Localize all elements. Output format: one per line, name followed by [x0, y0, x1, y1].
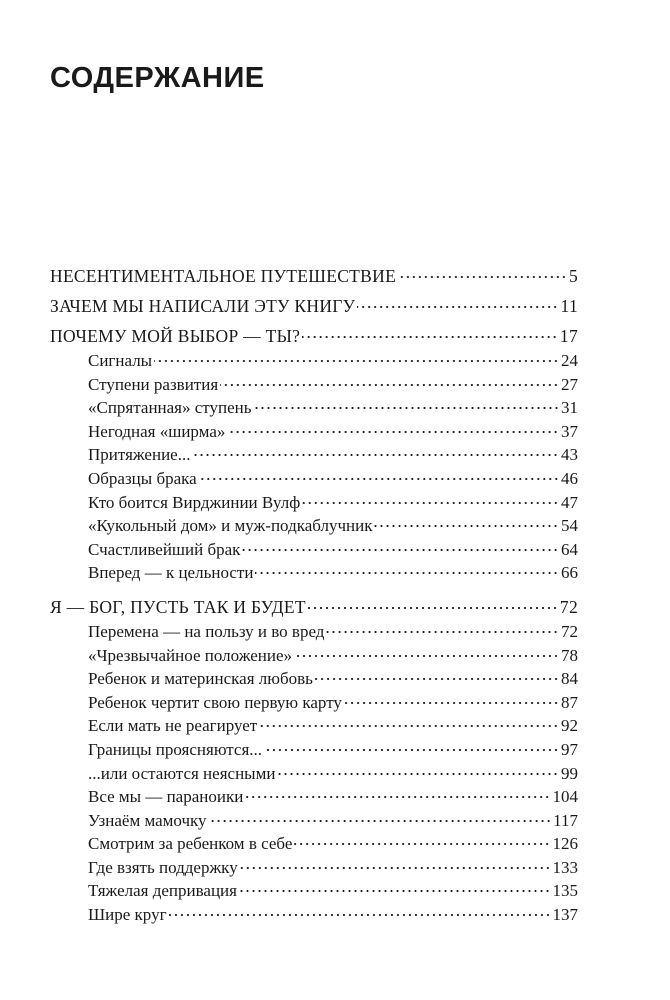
dot-leader: [209, 819, 552, 823]
toc-entry-title: Образцы брака: [88, 468, 197, 488]
toc-chapter-entry: [50, 264, 578, 289]
toc-section-entry: [50, 620, 578, 644]
toc-section-entry: [50, 538, 578, 562]
toc-section-entry: [50, 667, 578, 691]
toc-page-number: 135: [552, 881, 578, 901]
toc-page-number: 78: [561, 645, 578, 665]
toc-page-number: 46: [561, 468, 578, 488]
toc-page-number: 126: [552, 834, 578, 854]
toc-entry-title: Притяжение...: [88, 445, 191, 465]
toc-page-number: 84: [561, 669, 578, 689]
toc-entry-title: Все мы — параноики: [88, 787, 244, 807]
dot-leader: [308, 606, 558, 610]
toc-section-entry: [50, 396, 578, 420]
toc-section-entry: [50, 691, 578, 715]
toc-section-entry: [50, 832, 578, 856]
toc-page-number: 99: [561, 763, 578, 783]
toc-section-entry: [50, 373, 578, 397]
toc-entry-title: Границы проясняются...: [88, 739, 263, 759]
dot-leader: [357, 305, 558, 309]
toc-entry-title: Тяжелая депривация: [88, 881, 237, 901]
toc-page-number: 27: [561, 374, 578, 394]
toc-chapter-entry: [50, 324, 578, 349]
toc-page-number: 37: [561, 421, 578, 441]
toc-entry-title: Счастливейший брак: [88, 539, 241, 559]
toc-page-number: 64: [561, 539, 578, 559]
toc-page-number: 24: [561, 351, 578, 370]
dot-leader: [239, 889, 551, 893]
dot-leader: [199, 477, 559, 481]
toc-page-number: 92: [561, 716, 578, 736]
dot-leader: [302, 335, 558, 339]
dot-leader: [242, 548, 559, 552]
toc-page-number: 47: [561, 492, 578, 512]
toc-entry-title: ПОЧЕМУ МОЙ ВЫБОР — ТЫ?: [50, 326, 301, 346]
toc-section-entry: [50, 785, 578, 809]
dot-leader: [245, 795, 550, 799]
toc-section-entry: [50, 443, 578, 467]
dot-leader: [294, 842, 550, 846]
toc-page-number: 17: [559, 326, 578, 346]
toc-page-number: 5: [568, 266, 578, 286]
toc-entry-title: Кто боится Вирджинии Вулф: [88, 492, 301, 512]
dot-leader: [326, 630, 559, 634]
toc-page-number: 87: [561, 692, 578, 712]
toc-entry-title: Вперед — к цельности: [88, 563, 254, 583]
toc-entry-title: Если мать не реагирует: [88, 716, 258, 736]
dot-leader: [277, 772, 559, 776]
dot-leader: [169, 913, 551, 917]
toc-entry-title: Узнаём мамочку: [88, 810, 207, 830]
dot-leader: [398, 275, 567, 279]
dot-leader: [240, 866, 551, 870]
toc-entry-title: Ребенок чертит свою первую карту: [88, 692, 342, 712]
toc-entry-title: Сигналы: [88, 351, 153, 370]
dot-leader: [344, 701, 559, 705]
toc-section-entry: [50, 349, 578, 373]
toc-section-entry: [50, 809, 578, 833]
toc-section-entry: [50, 856, 578, 880]
toc-section-entry: [50, 491, 578, 515]
toc-entry-title: Шире круг: [88, 905, 167, 925]
toc-section-entry: [50, 714, 578, 738]
dot-leader: [302, 501, 559, 505]
toc-page-number: 31: [561, 398, 578, 418]
dot-leader: [227, 430, 559, 434]
toc-page-number: 117: [553, 810, 578, 830]
dot-leader: [374, 524, 559, 528]
dot-leader: [255, 571, 559, 575]
toc-section-entry: [50, 561, 578, 585]
toc-entry-title: «Кукольный дом» и муж-подкаблучник: [88, 516, 373, 536]
toc-page-number: 54: [561, 516, 578, 536]
toc-section-entry: [50, 514, 578, 538]
toc-page-number: 11: [560, 296, 578, 316]
toc-section-entry: [50, 467, 578, 491]
dot-leader: [220, 383, 559, 387]
toc-entry-title: «Спрятанная» ступень: [88, 398, 252, 418]
toc-entry-title: Негодная «ширма»: [88, 421, 226, 441]
toc-entry-title: Перемена — на пользу и во вред: [88, 621, 325, 641]
table-of-contents: [50, 264, 578, 927]
toc-chapter-entry: [50, 595, 578, 620]
toc-entry-title: Смотрим за ребенком в себе: [88, 834, 293, 854]
dot-leader: [315, 677, 559, 681]
toc-section-entry: [50, 903, 578, 927]
toc-chapter-entry: [50, 294, 578, 319]
dot-leader: [254, 406, 560, 410]
toc-entry-title: Ребенок и материнская любовь: [88, 669, 313, 689]
dot-leader: [259, 724, 559, 728]
toc-section-entry: [50, 420, 578, 444]
toc-section-entry: [50, 644, 578, 668]
toc-page-number: 66: [561, 563, 578, 583]
toc-entry-title: Ступени развития: [88, 374, 219, 394]
toc-section-entry: [50, 879, 578, 903]
dot-leader: [264, 748, 559, 752]
toc-page-number: 72: [559, 596, 578, 617]
page-title: СОДЕРЖАНИЕ: [50, 62, 265, 94]
toc-section-entry: [50, 738, 578, 762]
toc-entry-title: Я — БОГ, ПУСТЬ ТАК И БУДЕТ: [50, 596, 306, 617]
dot-leader: [294, 654, 559, 658]
toc-entry-title: ...или остаются неясными: [88, 763, 276, 783]
dot-leader: [154, 359, 559, 363]
toc-page-number: 104: [552, 787, 578, 807]
toc-entry-title: Где взять поддержку: [88, 857, 238, 877]
toc-page-number: 43: [561, 445, 578, 465]
dot-leader: [192, 453, 559, 457]
toc-entry-title: «Чрезвычайное положение»: [88, 645, 292, 665]
toc-page-number: 133: [552, 857, 578, 877]
toc-page-number: 97: [561, 739, 578, 759]
toc-entry-title: ЗАЧЕМ МЫ НАПИСАЛИ ЭТУ КНИГУ: [50, 296, 356, 316]
toc-page-number: 137: [552, 905, 578, 925]
toc-page-number: 72: [561, 621, 578, 641]
toc-section-entry: [50, 762, 578, 786]
toc-entry-title: НЕСЕНТИМЕНТАЛЬНОЕ ПУТЕШЕСТВИЕ: [50, 266, 397, 286]
